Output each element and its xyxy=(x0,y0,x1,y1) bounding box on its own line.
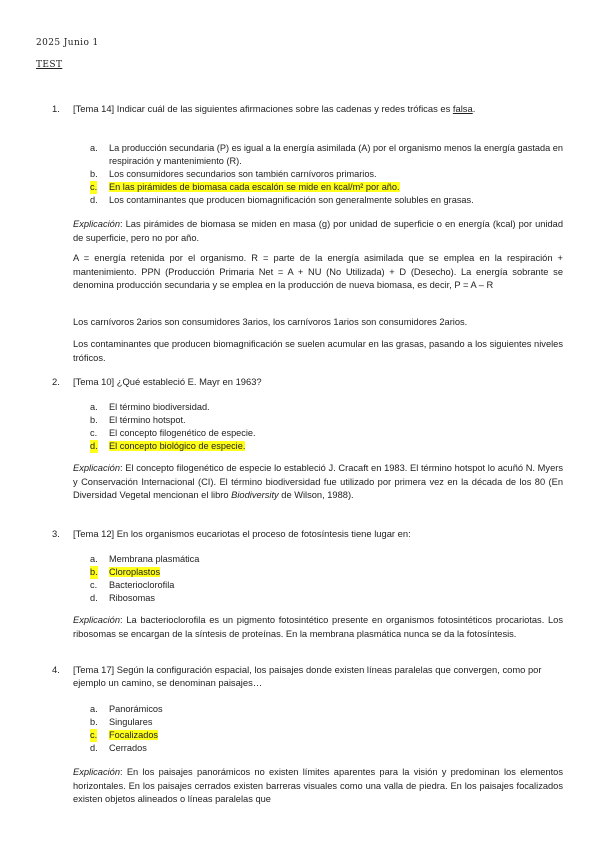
option-a: a. Membrana plasmática xyxy=(90,554,200,564)
option-d: d. Ribosomas xyxy=(90,593,155,603)
option-b: b. Singulares xyxy=(90,717,153,727)
question-text: [Tema 14] Indicar cuál de las siguientes afirmaciones sobre las cadenas y redes tróficas es falsa. xyxy=(73,103,476,114)
highlighted-answer: Focalizados xyxy=(109,730,159,740)
question-4-options xyxy=(90,703,565,755)
option-b: b. Los consumidores secundarios son también carnívoros primarios. xyxy=(90,169,377,179)
option-d-correct: d. El concepto biológico de especie. xyxy=(90,441,246,451)
option-b: b. El término hotspot. xyxy=(90,415,186,425)
question-2-options xyxy=(90,401,565,453)
document-date: 2025 Junio 1 xyxy=(36,38,99,48)
document-title: TEST xyxy=(36,60,63,70)
question-text: [Tema 10] ¿Qué estableció E. Mayr en 1963? xyxy=(73,376,262,387)
explanation-1-extra-2: Los carnívoros 2arios son consumidores 3arios, los carnívoros 1arios son consumidores 2arios. xyxy=(73,317,468,327)
option-c: c. Bacterioclorofila xyxy=(90,580,175,590)
question-1 xyxy=(52,102,560,115)
question-2 xyxy=(52,375,560,388)
explanation-4: Explicación: En los paisajes panorámicos no existen límites aparentes para la visión y predominan los elementos horizontales. En los paisajes cerrados existen barreras visuales como una valla de piedra. En los paisajes focalizados existen objetos alineados o líneas paralelas que xyxy=(73,767,563,805)
question-text: [Tema 17] Según la configuración espacial, los paisajes donde existen líneas paralelas que convergen, como por ejemplo un camino, se denominan paisajes… xyxy=(73,664,542,688)
explanation-1-extra-3: Los contaminantes que producen biomagnificación se suelen acumular en las grasas, pasando a los siguientes niveles tróficos. xyxy=(73,339,563,363)
option-b-correct: b. Cloroplastos xyxy=(90,567,161,577)
question-4 xyxy=(52,663,560,689)
explanation-2: Explicación: El concepto filogenético de especie lo estableció J. Cracaft en 1983. El término hotspot lo acuñó N. Myers y Conservación Internacional (CI). El término biodiversidad fue utilizado por primera vez en la década de los 80 (En Diversidad Vegetal mencionan el libro Biodiversity de Wilson, 1988). xyxy=(73,463,563,501)
explanation-label: Explicación xyxy=(73,219,121,229)
option-c: c. El concepto filogenético de especie. xyxy=(90,428,256,438)
question-number: 1. xyxy=(52,103,60,114)
question-number: 3. xyxy=(52,528,60,539)
question-text: [Tema 12] En los organismos eucariotas el proceso de fotosíntesis tiene lugar en: xyxy=(73,528,411,539)
question-number: 4. xyxy=(52,664,60,675)
option-c-correct: c. En las pirámides de biomasa cada escalón se mide en kcal/m² por año. xyxy=(90,182,400,192)
explanation-1: Explicación: Las pirámides de biomasa se miden en masa (g) por unidad de superficie o en energía (kcal) por unidad de superficie, pero no por año. xyxy=(73,219,563,243)
highlighted-answer: El concepto biológico de especie. xyxy=(109,441,246,451)
option-a: a. La producción secundaria (P) es igual a la energía asimilada (A) por el organismo menos la energía gastada en respiración y mantenimiento (R). xyxy=(90,143,564,166)
option-d: d. Cerrados xyxy=(90,743,147,753)
question-number: 2. xyxy=(52,376,60,387)
explanation-1-extra-1: A = energía retenida por el organismo. R = parte de la energía asimilada que se emplea en la respiración + mantenimiento. PPN (Producción Primaria Net = A + NU (No Utilizada) + D (Desecho). La energía sobrante se denomina producción secundaria y se emplea en la producción de nueva biomasa, es decir, P = A – R xyxy=(73,253,563,291)
explanation-label: Explicación xyxy=(73,615,121,625)
option-a: a. Panorámicos xyxy=(90,704,163,714)
question-3-options xyxy=(90,553,565,605)
underlined-keyword: falsa xyxy=(452,103,473,114)
question-1-options xyxy=(90,142,565,207)
explanation-3: Explicación: La bacterioclorofila es un pigmento fotosintético presente en organismos fotosintéticos procariotas. Los ribosomas se encargan de la síntesis de proteínas. En la membrana plasmática nunca se da la fotosíntesis. xyxy=(73,615,563,639)
option-d: d. Los contaminantes que producen biomagnificación son generalmente solubles en grasas. xyxy=(90,195,474,205)
option-a: a. El término biodiversidad. xyxy=(90,402,210,412)
explanation-label: Explicación xyxy=(73,463,121,473)
option-c-correct: c. Focalizados xyxy=(90,730,159,740)
book-title: Biodiversity xyxy=(231,490,279,501)
highlighted-answer: En las pirámides de biomasa cada escalón se mide en kcal/m² por año. xyxy=(109,182,400,192)
highlighted-answer: Cloroplastos xyxy=(109,567,161,577)
explanation-label: Explicación xyxy=(73,767,121,777)
question-3 xyxy=(52,527,560,540)
